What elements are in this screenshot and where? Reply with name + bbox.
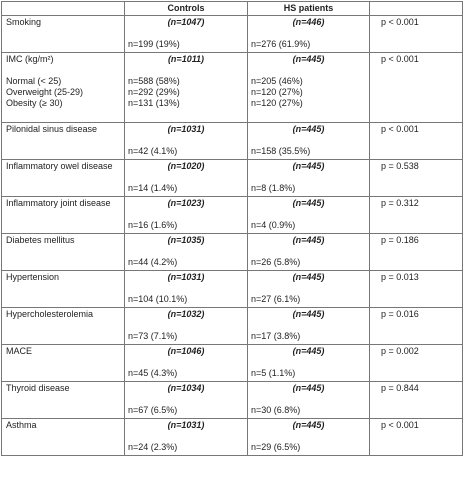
- variable-cell: [2, 308, 125, 345]
- hs-patients-cell: [248, 419, 370, 456]
- spacer: [128, 135, 244, 146]
- controls-cell: [125, 308, 248, 345]
- count-value: n=30 (6.8%): [251, 405, 301, 415]
- p-value-cell: [370, 234, 463, 271]
- sample-size: (n=1011): [167, 54, 205, 64]
- sample-size: (n=1023): [167, 198, 205, 208]
- sample-size: (n=1031): [167, 124, 205, 134]
- count-value: n=5 (1.1%): [251, 368, 296, 378]
- variable-cell: [2, 53, 125, 123]
- table-row: [2, 197, 463, 234]
- hs-patients-cell: [248, 271, 370, 308]
- sample-size: (n=1031): [167, 272, 205, 282]
- p-value-cell: [370, 123, 463, 160]
- sample-size: (n=1046): [167, 346, 205, 356]
- controls-cell: [125, 53, 248, 123]
- p-value-cell: [370, 160, 463, 197]
- p-value: p = 0.186: [381, 235, 419, 245]
- sample-size: (n=446): [292, 17, 325, 27]
- count-value: n=158 (35.5%): [251, 146, 311, 156]
- p-value: p = 0.002: [381, 346, 419, 356]
- count-value: n=67 (6.5%): [128, 405, 178, 415]
- sample-size: (n=445): [292, 272, 325, 282]
- sample-size: (n=445): [292, 309, 325, 319]
- controls-cell: [125, 419, 248, 456]
- spacer: [128, 283, 244, 294]
- table-row: [2, 308, 463, 345]
- controls-cell: [125, 123, 248, 160]
- variable-cell: [2, 123, 125, 160]
- p-value-cell: [370, 382, 463, 419]
- sample-size: (n=445): [292, 346, 325, 356]
- hs-patients-cell: [248, 53, 370, 123]
- controls-cell: [125, 16, 248, 53]
- spacer: [251, 431, 366, 442]
- p-value-cell: [370, 197, 463, 234]
- table-row: [2, 345, 463, 382]
- spacer: [251, 209, 366, 220]
- hs-patients-cell: [248, 16, 370, 53]
- variable-cell: [2, 160, 125, 197]
- count-value: n=4 (0.9%): [251, 220, 296, 230]
- table-row: [2, 16, 463, 53]
- p-value: p = 0.312: [381, 198, 419, 208]
- spacer: [251, 65, 366, 76]
- sample-size: (n=445): [292, 383, 325, 393]
- hs-patients-cell: [248, 234, 370, 271]
- variable-label: MACE: [6, 346, 33, 356]
- sample-size: (n=445): [292, 54, 325, 64]
- comorbidity-table: [1, 1, 463, 456]
- header-p-value: [370, 2, 463, 16]
- sample-size: (n=445): [292, 124, 325, 134]
- count-value: n=120 (27%): [251, 87, 303, 97]
- p-value-cell: [370, 308, 463, 345]
- sample-size: (n=1047): [167, 17, 205, 27]
- p-value-cell: [370, 345, 463, 382]
- spacer: [128, 431, 244, 442]
- controls-cell: [125, 197, 248, 234]
- variable-label: Asthma: [6, 420, 37, 430]
- sample-size: (n=1031): [167, 420, 205, 430]
- count-value: n=199 (19%): [128, 39, 180, 49]
- sample-size: (n=445): [292, 198, 325, 208]
- spacer: [251, 246, 366, 257]
- count-value: n=205 (46%): [251, 76, 303, 86]
- table-row: [2, 382, 463, 419]
- sub-category-label: Overweight (25-29): [6, 87, 84, 97]
- hs-patients-cell: [248, 160, 370, 197]
- count-value: n=29 (6.5%): [251, 442, 301, 452]
- spacer: [251, 172, 366, 183]
- sample-size: (n=445): [292, 420, 325, 430]
- count-value: n=17 (3.8%): [251, 331, 301, 341]
- p-value: p < 0.001: [381, 124, 419, 134]
- count-value: n=104 (10.1%): [128, 294, 188, 304]
- p-value: p < 0.001: [381, 17, 419, 27]
- count-value: n=26 (5.8%): [251, 257, 301, 267]
- count-value: n=8 (1.8%): [251, 183, 296, 193]
- spacer: [251, 28, 366, 39]
- sample-size: (n=1020): [167, 161, 205, 171]
- count-value: n=14 (1.4%): [128, 183, 178, 193]
- p-value: p < 0.001: [381, 420, 419, 430]
- spacer: [128, 172, 244, 183]
- table-row: [2, 419, 463, 456]
- table-body: [2, 16, 463, 456]
- hs-patients-cell: [248, 308, 370, 345]
- spacer: [251, 394, 366, 405]
- hs-patients-cell: [248, 197, 370, 234]
- variable-label: IMC (kg/m²): [6, 54, 54, 64]
- p-value-cell: [370, 419, 463, 456]
- count-value: n=24 (2.3%): [128, 442, 178, 452]
- variable-label: Hypertension: [6, 272, 60, 282]
- variable-cell: [2, 16, 125, 53]
- sample-size: (n=1034): [167, 383, 205, 393]
- variable-cell: [2, 234, 125, 271]
- hs-patients-cell: [248, 382, 370, 419]
- table-row: [2, 160, 463, 197]
- p-value: p = 0.016: [381, 309, 419, 319]
- p-value: p < 0.001: [381, 54, 419, 64]
- variable-cell: [2, 382, 125, 419]
- variable-label: Hypercholesterolemia: [6, 309, 94, 319]
- variable-label: Diabetes mellitus: [6, 235, 75, 245]
- spacer: [128, 394, 244, 405]
- hs-patients-cell: [248, 123, 370, 160]
- variable-label: Smoking: [6, 17, 42, 27]
- controls-cell: [125, 160, 248, 197]
- header-variable: [2, 2, 125, 16]
- count-value: n=276 (61.9%): [251, 39, 311, 49]
- spacer: [251, 357, 366, 368]
- p-value-cell: [370, 16, 463, 53]
- spacer: [251, 135, 366, 146]
- header-hs-patients: HS patients: [248, 2, 370, 16]
- sample-size: (n=445): [292, 161, 325, 171]
- sample-size: (n=445): [292, 235, 325, 245]
- controls-cell: [125, 234, 248, 271]
- count-value: n=16 (1.6%): [128, 220, 178, 230]
- count-value: n=120 (27%): [251, 98, 303, 108]
- table-row: [2, 234, 463, 271]
- spacer: [251, 283, 366, 294]
- variable-label: Inflammatory owel disease: [6, 161, 113, 171]
- spacer: [251, 320, 366, 331]
- spacer: [128, 320, 244, 331]
- sub-category-label: Normal (< 25): [6, 76, 62, 86]
- p-value: p = 0.538: [381, 161, 419, 171]
- count-value: n=42 (4.1%): [128, 146, 178, 156]
- count-value: n=44 (4.2%): [128, 257, 178, 267]
- count-value: n=45 (4.3%): [128, 368, 178, 378]
- comorbidity-table-container: [1, 1, 463, 456]
- count-value: n=131 (13%): [128, 98, 180, 108]
- sample-size: (n=1032): [167, 309, 205, 319]
- table-row: [2, 123, 463, 160]
- sub-category-label: Obesity (≥ 30): [6, 98, 63, 108]
- count-value: n=73 (7.1%): [128, 331, 178, 341]
- spacer: [128, 209, 244, 220]
- spacer: [128, 65, 244, 76]
- controls-cell: [125, 271, 248, 308]
- variable-cell: [2, 197, 125, 234]
- p-value: p = 0.013: [381, 272, 419, 282]
- table-row: [2, 53, 463, 123]
- variable-label: Thyroid disease: [6, 383, 70, 393]
- p-value-cell: [370, 53, 463, 123]
- count-value: n=588 (58%): [128, 76, 180, 86]
- variable-label: Inflammatory joint disease: [6, 198, 111, 208]
- table-row: [2, 271, 463, 308]
- controls-cell: [125, 382, 248, 419]
- p-value: p = 0.844: [381, 383, 419, 393]
- variable-label: Pilonidal sinus disease: [6, 124, 98, 134]
- variable-cell: [2, 419, 125, 456]
- spacer: [128, 28, 244, 39]
- variable-cell: [2, 271, 125, 308]
- spacer: [128, 246, 244, 257]
- sample-size: (n=1035): [167, 235, 205, 245]
- p-value-cell: [370, 271, 463, 308]
- hs-patients-cell: [248, 345, 370, 382]
- spacer: [128, 357, 244, 368]
- count-value: n=27 (6.1%): [251, 294, 301, 304]
- variable-cell: [2, 345, 125, 382]
- header-row: [2, 2, 463, 16]
- spacer: [6, 65, 121, 76]
- count-value: n=292 (29%): [128, 87, 180, 97]
- controls-cell: [125, 345, 248, 382]
- header-controls: Controls: [125, 2, 248, 16]
